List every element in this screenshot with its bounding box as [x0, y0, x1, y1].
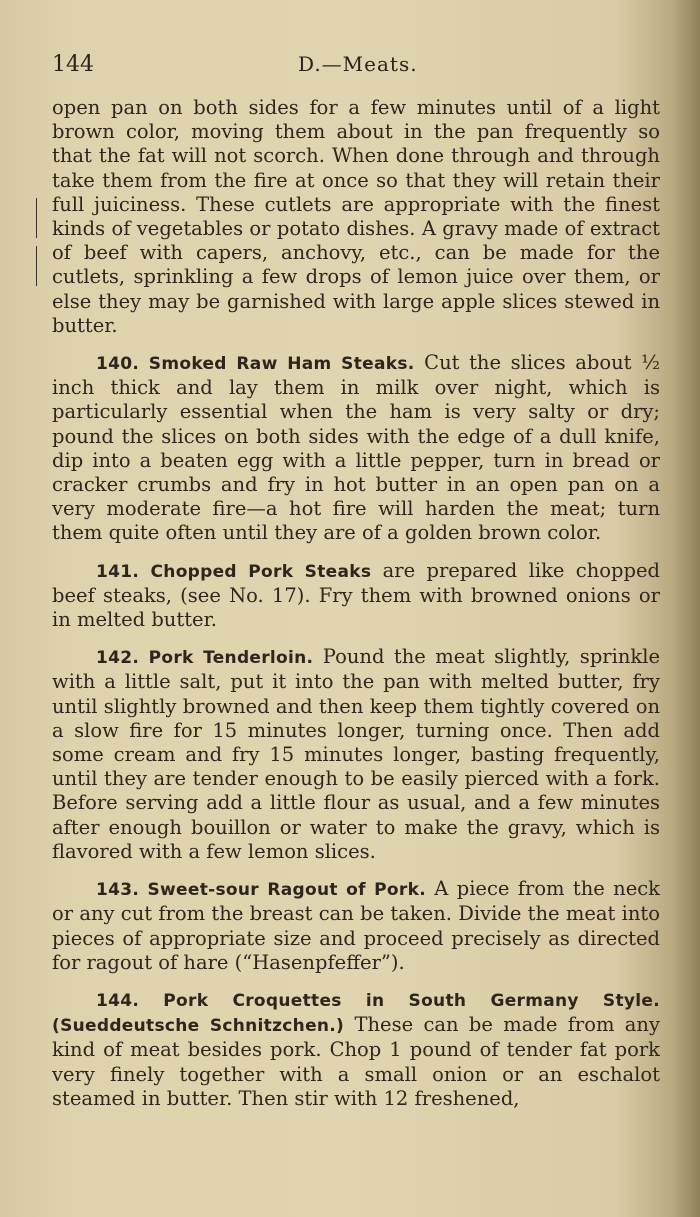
recipe-title: 142. Pork Tenderloin. [96, 648, 314, 669]
page-number: 144 [52, 52, 94, 77]
page-header [52, 52, 652, 82]
recipe-body: These can be made from any kind of meat besides pork. Chop 1 pound of tender fat pork very finely together with a small onion or an eschalot steamed in butter. Then stir with 12 freshened, [52, 1013, 660, 1110]
page-text [52, 96, 660, 1111]
recipe-140 [52, 351, 660, 546]
recipe-body: are prepared like chopped beef steaks, (see No. 17). Fry them with browned onions or in melted butter. [52, 558, 661, 632]
recipe-body: Pound the meat slightly, sprinkle with a little salt, put it into the pan with melted butter, fry until slightly browned and then keep them tightly covered on a slow fire for 15 minutes longer, turning once. Then add some cream and fry 15 minutes longer, basting frequently, until they are tender enough to be easily pierced with a fork. Before serving add a little flour as usual, and a few minutes after enough bouillon or water to make the gravy, which is flavored with a few lemon slices. [52, 645, 661, 863]
recipe-title: 144. Pork Croquettes in South Germany Style. (Sueddeutsche Schnitzchen.) [52, 990, 660, 1037]
recipe-143 [52, 877, 660, 975]
recipe-title: 140. Smoked Raw Ham Steaks. [96, 354, 415, 375]
running-head: D.—Meats. [298, 52, 418, 76]
recipe-142 [52, 645, 660, 864]
recipe-title: 141. Chopped Pork Steaks [96, 561, 372, 582]
recipe-body: A piece from the neck or any cut from the breast can be taken. Divide the meat into pieces of appropriate size and proceed precisely as directed for ragout of hare (“Hasenpfeffer”). [52, 877, 660, 974]
margin-pencil-mark [36, 246, 37, 286]
recipe-141 [52, 559, 660, 633]
recipe-body: Cut the slices about ½ inch thick and lay them in milk over night, which is particularly essential when the ham is very salty or dry; pound the slices on both sides with the edge of a dull knife, dip into a beaten egg with a little pepper, turn in bread or cracker crumbs and fry in hot butter in an open pan on a very moderate fire—a hot fire will harden the meat; turn them quite often until they are of a golden brown color. [52, 351, 660, 545]
margin-pencil-mark [36, 198, 37, 238]
continuation-paragraph: open pan on both sides for a few minutes until of a light brown color, moving them about in the pan frequently so that the fat will not scorch. When done through and through take them from the fire at once so that they will retain their full juiciness. These cutlets are appropriate with the finest kinds of vegetables or potato dishes. A gravy made of extract of beef with capers, anchovy, etc., can be made for the cutlets, sprinkling a few drops of lemon juice over them, or else they may be garnished with large apple slices stewed in butter. [52, 96, 660, 337]
recipe-title: 143. Sweet-sour Ragout of Pork. [96, 880, 426, 901]
recipe-144 [52, 988, 660, 1111]
